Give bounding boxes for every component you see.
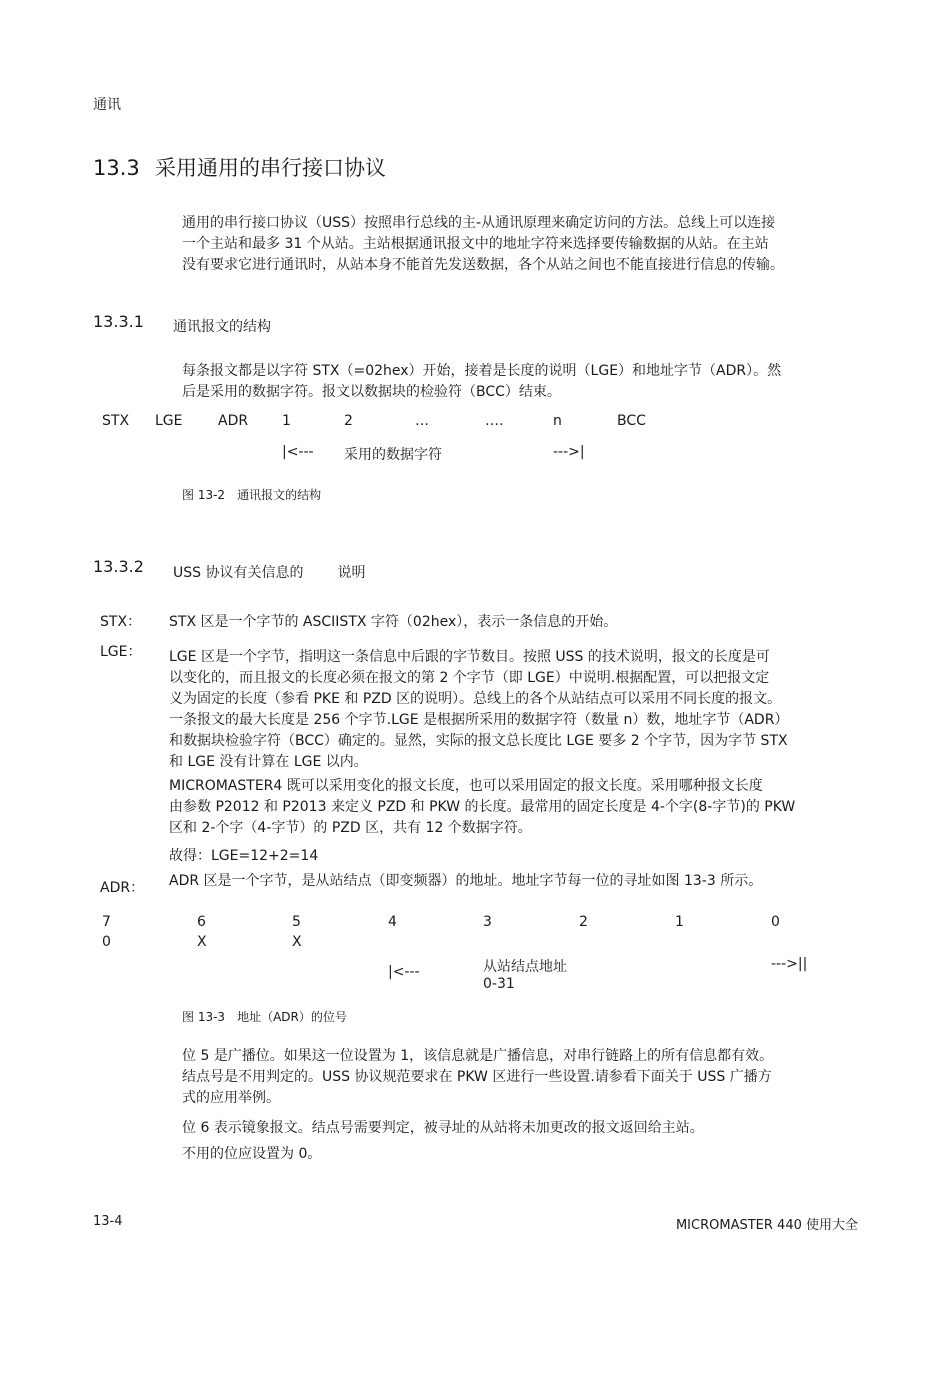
- stx-definition: [169, 612, 858, 633]
- notes-paragraph: [182, 1046, 858, 1109]
- term-label: STX：: [100, 614, 142, 630]
- bit-value: X: [292, 934, 302, 950]
- text-line: 义为固定的长度（参看 PKE 和 PZD 区的说明）。总线上的各个从站结点可以采用不同长度的报文。: [169, 691, 782, 707]
- bit-number: 3: [483, 914, 492, 930]
- text-line: 位 6 表示镜象报文。结点号需要判定，被寻址的从站将未加更改的报文返回给主站。: [182, 1120, 704, 1136]
- text-line: 一条报文的最大长度是 256 个字节.LGE 是根据所采用的数据字符（数量 n）数，地址字节（ADR）: [169, 712, 789, 728]
- text-line: 故得：LGE=12+2=14: [169, 848, 319, 864]
- figure-title: 地址（ADR）的位号: [237, 1010, 347, 1024]
- lge-result: [169, 846, 858, 867]
- footer-product-title: MICROMASTER 440 使用大全: [675, 1218, 858, 1233]
- text-line: 通用的串行接口协议（USS）按照串行总线的主-从通讯原理来确定访问的方法。总线上可以连接: [182, 215, 776, 231]
- bit-number: 5: [292, 914, 301, 930]
- bit-number: 0: [771, 914, 780, 930]
- range-end-marker: --->||: [771, 956, 808, 972]
- telegram-field: n: [553, 413, 562, 429]
- span-start-marker: |<---: [282, 444, 314, 460]
- subsection-title-part: 说明: [337, 565, 366, 581]
- telegram-field: ….: [485, 413, 504, 429]
- text-line: STX 区是一个字节的 ASCIISTX 字符（02hex），表示一条信息的开始。: [169, 614, 618, 630]
- bit-number: 6: [197, 914, 206, 930]
- figure-number: 图 13-2: [182, 488, 226, 502]
- text-line: 位 5 是广播位。如果这一位设置为 1，该信息就是广播信息，对串行链路上的所有信息都有效。: [182, 1048, 774, 1064]
- subsection-number: 13.3.2: [93, 557, 144, 576]
- text-line: 结点号是不用判定的。USS 协议规范要求在 PKW 区进行一些设置.请参看下面关于 USS 广播方: [182, 1069, 772, 1085]
- text-line: 没有要求它进行通讯时，从站本身不能首先发送数据，各个从站之间也不能直接进行信息的传输。: [182, 257, 784, 273]
- lge-definition: [169, 647, 858, 773]
- figure-title: 通讯报文的结构: [237, 488, 322, 502]
- text-line: 和数据块检验字符（BCC）确定的。显然，实际的报文总长度比 LGE 要多 2 个字节，因为字节 STX: [169, 733, 788, 749]
- text-line: 以变化的，而且报文的长度必须在报文的第 2 个字节（即 LGE）中说明.根据配置，可以把报文定: [169, 670, 770, 686]
- range-label: 从站结点地址: [483, 959, 567, 975]
- bit-number: 4: [388, 914, 397, 930]
- figure-caption: [182, 1008, 347, 1025]
- intro-paragraph: [182, 213, 858, 276]
- term-label: LGE：: [100, 644, 142, 660]
- text-line: ADR 区是一个字节，是从站结点（即变频器）的地址。地址字节每一位的寻址如图 13-3 所示。: [169, 873, 763, 889]
- figure-number: 图 13-3: [182, 1010, 226, 1024]
- text-line: 区和 2-个字（4-字节）的 PZD 区，共有 12 个数据字符。: [169, 820, 532, 836]
- text-line: 后是采用的数据字符。报文以数据块的检验符（BCC）结束。: [182, 384, 561, 400]
- range-label: 0-31: [483, 976, 515, 992]
- bit-number: 2: [579, 914, 588, 930]
- bit-number: 7: [102, 914, 111, 930]
- text-line: 不用的位应设置为 0。: [182, 1146, 322, 1162]
- bit-number: 1: [675, 914, 684, 930]
- span-label: 采用的数据字符: [344, 447, 442, 463]
- note-paragraph: [182, 1118, 858, 1139]
- text-line: 和 LGE 没有计算在 LGE 以内。: [169, 754, 368, 770]
- section-number: 13.3: [93, 156, 140, 180]
- subsection-title: [173, 562, 365, 582]
- page-number: 13-4: [93, 1214, 123, 1229]
- telegram-field: BCC: [617, 413, 646, 429]
- text-line: 每条报文都是以字符 STX（=02hex）开始，接着是长度的说明（LGE）和地址字节（ADR）。然: [182, 363, 782, 379]
- note-paragraph: [182, 1144, 858, 1165]
- range-start-marker: |<---: [388, 964, 420, 980]
- text-line: MICROMASTER4 既可以采用变化的报文长度，也可以采用固定的报文长度。采用哪种报文长度: [169, 778, 763, 794]
- telegram-field: LGE: [155, 413, 183, 429]
- term-label: ADR：: [100, 880, 145, 896]
- bit-value: 0: [102, 934, 111, 950]
- telegram-field: STX: [102, 413, 130, 429]
- text-line: 一个主站和最多 31 个从站。主站根据通讯报文中的地址字符来选择要传输数据的从站。在主站: [182, 236, 769, 252]
- telegram-field: 2: [344, 413, 353, 429]
- section-title: 采用通用的串行接口协议: [155, 156, 386, 180]
- telegram-field: 1: [282, 413, 291, 429]
- running-header: 通讯: [93, 97, 121, 113]
- bit-value: X: [197, 934, 207, 950]
- figure-caption: [182, 486, 321, 503]
- lge-paragraph: [169, 776, 858, 839]
- telegram-field: ADR: [218, 413, 249, 429]
- telegram-field: …: [415, 413, 429, 429]
- subsection-number: 13.3.1: [93, 312, 144, 331]
- text-line: 式的应用举例。: [182, 1090, 280, 1106]
- adr-definition: [169, 871, 858, 892]
- section-heading: [93, 152, 386, 182]
- telegram-paragraph: [182, 361, 858, 403]
- text-line: 由参数 P2012 和 P2013 来定义 PZD 和 PKW 的长度。最常用的固定长度是 4-个字(8-字节)的 PKW: [169, 799, 796, 815]
- subsection-title: 通讯报文的结构: [173, 319, 271, 335]
- subsection-title-part: USS 协议有关信息的: [173, 565, 304, 581]
- text-line: LGE 区是一个字节，指明这一条信息中后跟的字节数目。按照 USS 的技术说明，报文的长度是可: [169, 649, 770, 665]
- span-end-marker: --->|: [553, 444, 585, 460]
